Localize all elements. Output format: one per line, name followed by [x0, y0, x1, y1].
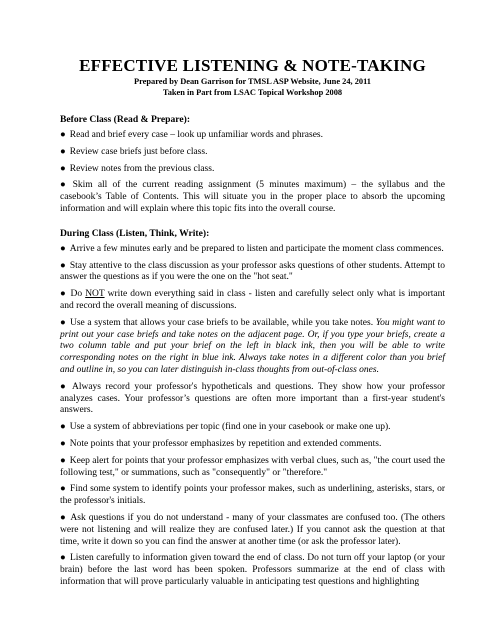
italic-note: You might want to print out your case briefs and take notes on the adjacent page. Or, if you type your briefs, create a two column table and put your brief on the left in black ink, then you will be able to write corresponding notes on the right in blue ink. Always take notes in a different color than you brief and outline in, so you can later distinguish in-class thoughts from out-of-class ones.: [60, 317, 445, 375]
bullet-icon: ●: [60, 180, 69, 191]
list-item: ● Review case briefs just before class.: [60, 146, 208, 157]
before-class-heading: Before Class (Read & Prepare):: [60, 114, 191, 125]
list-item: ● Listen carefully to information given toward the end of class. Do not turn off your laptop (or your brain) before the last word has been spoken. Professors summarize at the end of class with information that will prove particularly valuable in anticipating test questions and highlighting: [60, 553, 445, 587]
list-item: ● Do NOT write down everything said in class - listen and carefully select only what is important and record the overall meaning of discussions.: [60, 289, 445, 311]
list-item: ● Skim all of the current reading assignment (5 minutes maximum) – the syllabus and the casebook’s Table of Contents. This will situate you in the proper place to absorb the upcoming information and will explain where this topic fits into the overall course.: [60, 180, 445, 214]
bullet-icon: ●: [60, 289, 67, 300]
bullet-icon: ●: [60, 130, 66, 140]
list-item: ● Find some system to identify points your professor makes, such as underlining, asterisks, stars, or the professor's initials.: [60, 484, 445, 507]
bullet-icon: ●: [60, 260, 66, 271]
bullet-icon: ●: [60, 438, 66, 449]
during-class-heading: During Class (Listen, Think, Write):: [60, 227, 210, 239]
list-item: ● Stay attentive to the class discussion as your professor asks questions of other students. Attempt to answer the questions as if you were the one on the "hot seat.": [60, 260, 445, 283]
source-line: Taken in Part from LSAC Topical Workshop 2008: [162, 88, 343, 97]
list-item: ● Note points that your professor emphasizes by repetition and extended comments.: [60, 438, 382, 449]
list-item: ● Use a system that allows your case briefs to be available, while you take notes. You might want to print out your case briefs and take notes on the adjacent page. Or, if you type your briefs, create a two column table and put your brief on the left in black ink, then you will be able to write corresponding notes on the right in blue ink. Always take notes in a different color than you brief and outline in, so you can later distinguish in-class thoughts from out-of-class ones.: [60, 317, 445, 375]
list-item: ● Always record your professor's hypotheticals and questions. They show how your professor analyzes cases. Your professor’s questions are often more important than a first-year student's answers.: [60, 381, 445, 416]
list-item: ● Keep alert for points that your professor emphasizes with verbal clues, such as, "the court used the following test," or summations, such as "consequently" or "therefore.": [60, 455, 445, 478]
emphasis-not: NOT: [85, 289, 105, 300]
bullet-icon: ●: [60, 455, 66, 466]
bullet-icon: ●: [60, 163, 66, 174]
bullet-icon: ●: [60, 484, 67, 495]
bullet-icon: ●: [60, 553, 66, 564]
document-title: EFFECTIVE LISTENING & NOTE-TAKING: [79, 56, 426, 75]
bullet-icon: ●: [60, 381, 68, 392]
bullet-icon: ●: [60, 146, 66, 157]
bullet-icon: ●: [60, 317, 66, 328]
bullet-icon: ●: [60, 422, 66, 433]
list-item: ● Use a system of abbreviations per topic (find one in your casebook or make one up).: [60, 422, 391, 433]
list-item: ● Read and brief every case – look up unfamiliar words and phrases.: [60, 130, 323, 140]
bullet-icon: ●: [60, 512, 67, 523]
list-item: ● Arrive a few minutes early and be prepared to listen and participate the moment class commences.: [60, 243, 444, 254]
bullet-icon: ●: [60, 243, 66, 254]
prepared-by-line: Prepared by Dean Garrison for TMSL ASP Website, June 24, 2011: [133, 77, 371, 86]
list-item: ● Review notes from the previous class.: [60, 163, 215, 174]
list-item: ● Ask questions if you do not understand - many of your classmates are confused too. (The others were not listening and will realize they are confused later.) If you cannot ask the question at that time, write it down so you can find the answer at another time (or ask the professor later).: [60, 512, 445, 547]
